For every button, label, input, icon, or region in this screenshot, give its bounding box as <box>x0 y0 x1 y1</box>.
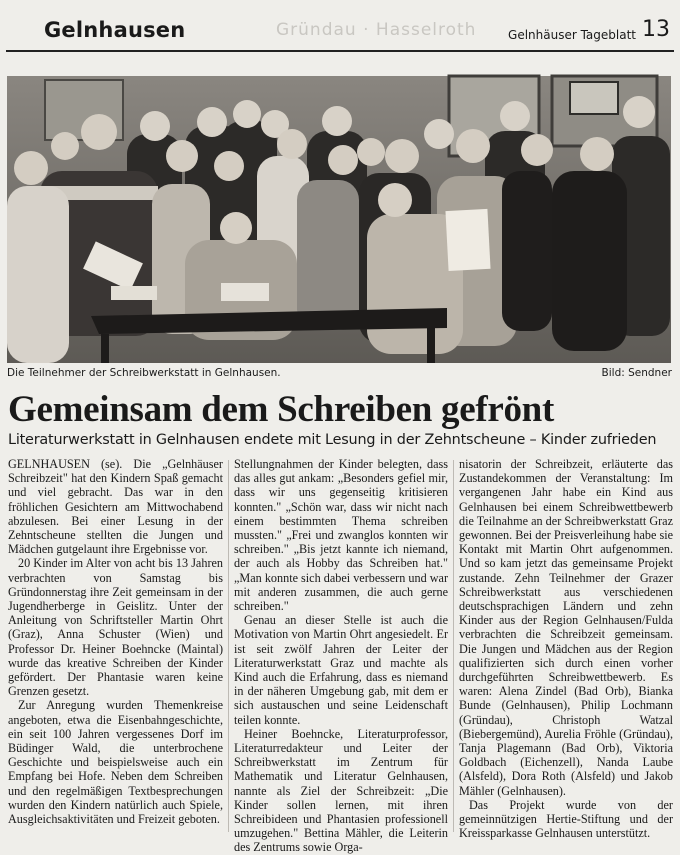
photo-credit: Bild: Sendner <box>601 367 672 379</box>
section-title: Gelnhausen <box>44 18 186 42</box>
page-number: 13 <box>642 17 670 42</box>
paragraph: nisatorin der Schreibzeit, erläuterte das Zustandekommen der Veranstaltung: Im vergangenen Jahr habe ein Kind aus Gelnhausen bei einem Schreibwettbewerb die Teilnahme an der Schreibwerkstatt Graz gewonnen. Bei der Preisverleihung habe sie Kontakt mit Martin Ohrt aufgenommen. Und so kam jetzt das gemeinsame Projekt zustande. Zehn Teilnehmer der Grazer Schreibwerkstatt aus verschiedenen deutschsprachigen Ländern und zehn Kinder aus der Region Gelnhausen/Fulda verbrachten die Schreibzeit gemeinsam. Die Jungen und Mädchen aus der Region qualifizierten sich durch einen vorher durchgeführten Schreibwettbewerb. Es waren: Alena Zindel (Bad Orb), Bianka Bunde (Gelnhausen), Philip Lochmann (Gründau), Christoph Watzal (Biebergemünd), Aurelia Fröhle (Gründau), Tanja Plagemann (Bad Orb), Viktoria Goldbach (Eichenzell), Nanda Laube (Alsfeld), Dora Roth (Alsfeld) und Jakob Mähler (Gelnhausen). <box>459 457 673 798</box>
paragraph: Genau an dieser Stelle ist auch die Motivation von Martin Ohrt angesiedelt. Er ist seit zwölf Jahren der Leiter der Literaturwerkstatt Graz und machte als Kind auch die Erfahrung, dass es niemand in der näheren Umgebung gab, mit dem er sich austauschen und seine Leidenschaft teilen konnte. <box>234 613 448 727</box>
paragraph: Heiner Boehncke, Literaturprofessor, Literaturredakteur und Leiter der Schreibwerkstatt im Zentrum für Mathematik und Literatur Gelnhausen, nannte als Ziel der Schreibzeit: „Die Kinder sollen lernen, mit ihren Schreibideen und Phantasien professionell umzugehen." Bettina Mähler, die Leiterin des Zentrums sowie Orga- <box>234 726 448 855</box>
group-photo <box>7 76 671 363</box>
photo-caption: Die Teilnehmer der Schreibwerkstatt in Gelnhausen. <box>7 367 281 379</box>
article-column-1 <box>8 457 223 835</box>
paragraph: 20 Kinder im Alter von acht bis 13 Jahren verbrachten von Samstag bis Gründonnerstag ihre Zeit gemeinsam in der Jugendherberge in Geislitz. Unter der Anleitung von Schriftsteller Martin Ohrt (Graz), Anna Schuster (Wien) und Professor Dr. Heiner Boehncke (Maintal) wurde das kreative Schreiben der Kinder gefördert. Der Phantasie waren keine Grenzen gesetzt. <box>8 556 223 699</box>
group-photo-illustration <box>7 76 671 363</box>
article-column-3 <box>459 457 673 841</box>
column-divider <box>453 460 454 832</box>
paragraph: GELNHAUSEN (se). Die „Gelnhäuser Schreibzeit" hat den Kindern Spaß gemacht und viel gebracht. Das war in den fröhlichen Gesichtern am Mittwochabend abzulesen. Bei einer Lesung in der Zehntscheune stellten die Jungen und Mädchen gutgelaunt ihre Ergebnisse vor. <box>8 457 223 557</box>
paragraph: Stellungnahmen der Kinder belegten, dass das alles gut ankam: „Besonders gefiel mir, dass wir uns gegenseitig kritisieren konnten." „Schön war, dass wir nicht nach einem bestimmten Thema schreiben mussten." „Frei und zwanglos konnten wir schreiben." „Bis jetzt kannte ich niemand, der auch als Hobby das Schreiben hat." „Man konnte sich dabei verbessern und war mit anderen zusammen, die auch gerne schreiben." <box>234 457 448 614</box>
page-header <box>6 8 674 52</box>
bleed-through-text: Gründau · Hasselroth <box>276 20 477 40</box>
paragraph: Das Projekt wurde von der gemeinnützigen Hertie-Stiftung und der Kreissparkasse Gelnhausen unterstützt. <box>459 797 673 841</box>
article-headline: Gemeinsam dem Schreiben gefrönt <box>8 389 554 430</box>
paragraph: Zur Anregung wurden Themenkreise angeboten, etwa die Eisenbahngeschichte, ein seit 100 Jahren vergessenes Dorf im Büdinger Wald, die unterbrochene Geschichte und beispielsweise auch ein Empfang bei Hofe. Neben dem Schreiben und den regelmäßigen Textbesprechungen wurden den Kindern natürlich auch Spiele, Ausgleichsaktivitäten und Freizeit geboten. <box>8 698 223 827</box>
newspaper-name: Gelnhäuser Tageblatt <box>508 28 636 42</box>
column-divider <box>228 460 229 832</box>
article-subheadline: Literaturwerkstatt in Gelnhausen endete mit Lesung in der Zehntscheune – Kinder zufrieden <box>8 432 657 448</box>
article-column-2 <box>234 457 448 855</box>
